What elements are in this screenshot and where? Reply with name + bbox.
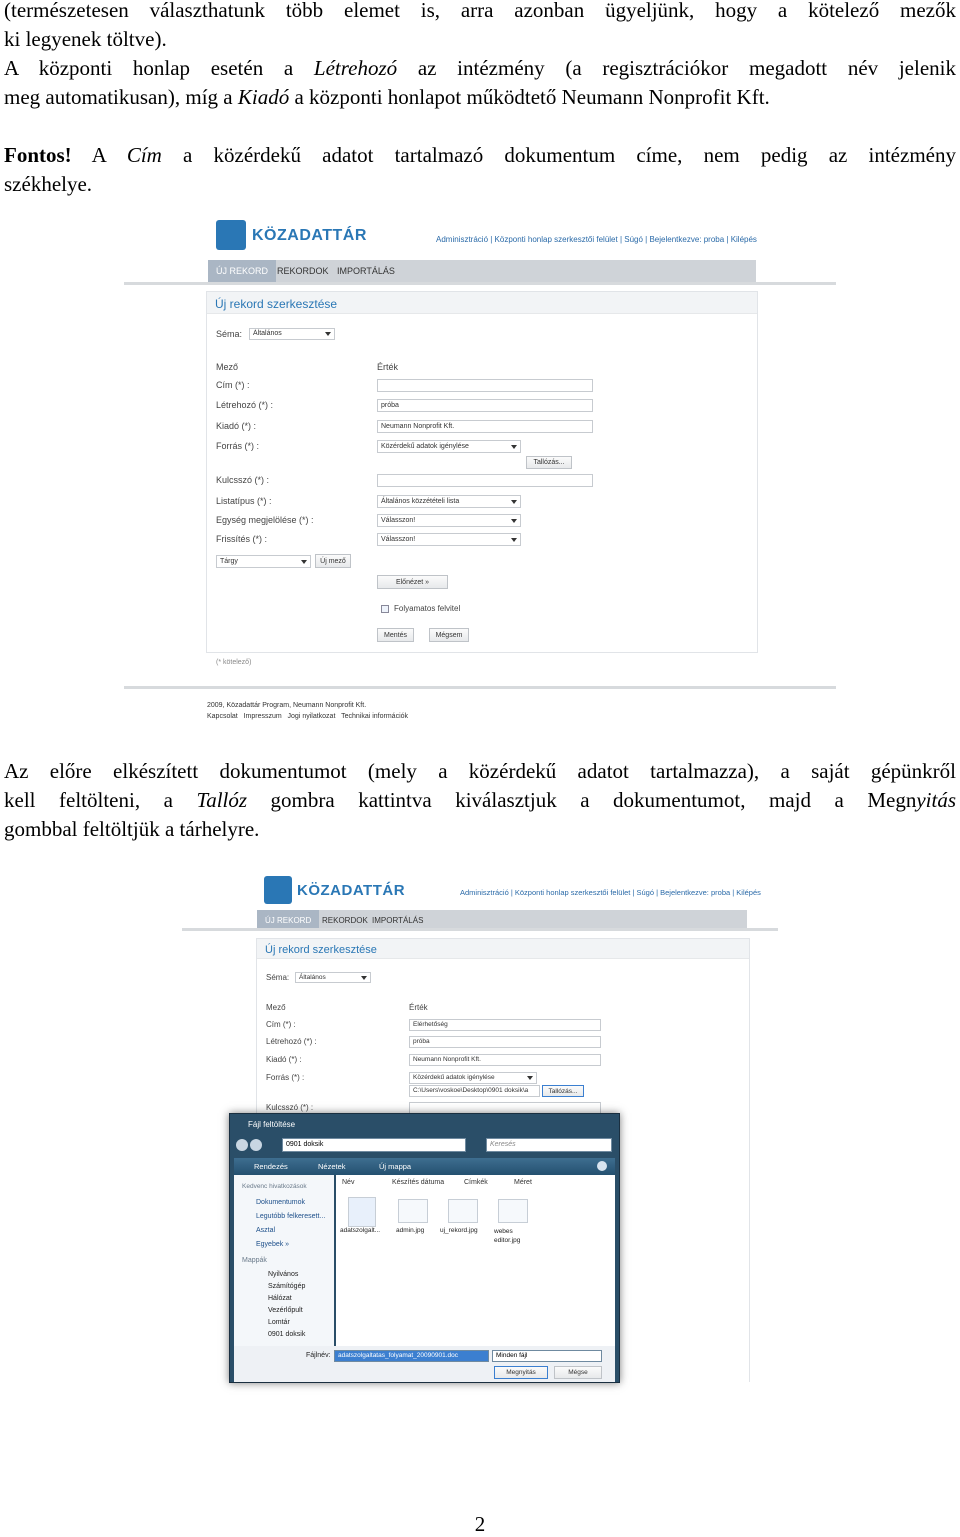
page-number: 2 bbox=[474, 1512, 486, 1536]
favorite-desktop[interactable]: Asztal bbox=[256, 1227, 276, 1234]
tab-records[interactable]: REKORDOK bbox=[277, 266, 329, 276]
favorite-recent[interactable]: Legutóbb felkeresett... bbox=[256, 1213, 326, 1220]
field-label-creator: Létrehozó (*) : bbox=[216, 400, 274, 410]
paragraph-creator-publisher bbox=[4, 54, 956, 112]
folder-recycle-bin[interactable]: Lomtár bbox=[268, 1319, 290, 1326]
publisher-input[interactable]: Neumann Nonprofit Kft. bbox=[409, 1054, 601, 1066]
list-type-select[interactable]: Általános közzétételi lista bbox=[377, 495, 521, 508]
help-icon[interactable] bbox=[597, 1161, 607, 1171]
required-note: (* kötelező) bbox=[216, 659, 252, 666]
forward-icon[interactable] bbox=[250, 1139, 262, 1151]
image-file-icon[interactable] bbox=[398, 1199, 428, 1223]
unit-select[interactable]: Válasszon! bbox=[377, 514, 521, 527]
field-label-publisher: Kiadó (*) : bbox=[266, 1055, 302, 1064]
schema-label: Séma: bbox=[216, 329, 243, 339]
term-letrehozo: Létrehozó bbox=[313, 56, 398, 80]
image-file-icon[interactable] bbox=[498, 1199, 528, 1223]
text-line: gombbal feltöltjük a tárhelyre. bbox=[4, 817, 260, 841]
text-line: ki legyenek töltve). bbox=[4, 27, 167, 51]
word-document-icon[interactable] bbox=[348, 1197, 376, 1227]
text-line bbox=[4, 54, 956, 83]
file-item[interactable]: uj_rekord.jpg bbox=[440, 1227, 478, 1234]
file-item[interactable]: admin.jpg bbox=[396, 1227, 425, 1234]
file-path-input[interactable]: C:\Users\voskoe\Desktop\0901 doksik\a bbox=[409, 1085, 540, 1097]
views-button[interactable]: Nézetek bbox=[318, 1162, 346, 1171]
text-line bbox=[4, 141, 956, 170]
subject-select[interactable]: Tárgy bbox=[216, 555, 311, 568]
field-label-keyword: Kulcsszó (*) : bbox=[216, 475, 270, 485]
folder-network[interactable]: Hálózat bbox=[268, 1295, 292, 1302]
folder-0901-doksik[interactable]: 0901 doksik bbox=[268, 1331, 306, 1338]
source-select[interactable]: Közérdekű adatok igénylése bbox=[409, 1072, 537, 1084]
cancel-button[interactable]: Mégse bbox=[554, 1366, 602, 1379]
folder-computer[interactable]: Számítógép bbox=[268, 1283, 306, 1290]
text-span: kell feltölteni, a bbox=[4, 788, 197, 812]
divider bbox=[124, 686, 836, 689]
column-field: Mező bbox=[216, 362, 239, 372]
field-label-source: Forrás (*) : bbox=[216, 441, 260, 451]
text-span: meg automatikusan), míg a bbox=[4, 85, 238, 109]
file-item[interactable]: webes editor.jpg bbox=[494, 1228, 521, 1244]
navigation-pane bbox=[234, 1175, 334, 1355]
tab-records[interactable]: REKORDOK bbox=[322, 915, 368, 925]
record-panel bbox=[206, 291, 758, 653]
file-upload-dialog bbox=[229, 1113, 620, 1383]
column-field: Mező bbox=[266, 1003, 286, 1012]
refresh-select[interactable]: Válasszon! bbox=[377, 533, 521, 546]
field-label-title: Cím (*) : bbox=[216, 380, 250, 390]
favorite-more[interactable]: Egyebek » bbox=[256, 1241, 290, 1248]
tab-import[interactable]: IMPORTÁLÁS bbox=[372, 915, 424, 925]
paragraph-important bbox=[4, 141, 956, 199]
publisher-input[interactable]: Neumann Nonprofit Kft. bbox=[377, 420, 593, 433]
tab-new-record[interactable]: ÚJ REKORD bbox=[257, 910, 319, 930]
text-span: a közérdekű adatot tartalmazó dokumentum címe, nem pedig az intézmény bbox=[161, 143, 956, 167]
file-item[interactable]: adatszolgalt... bbox=[340, 1227, 381, 1234]
dialog-toolbar bbox=[234, 1158, 615, 1175]
folder-public[interactable]: Nyilvános bbox=[268, 1271, 299, 1278]
column-size[interactable]: Méret bbox=[514, 1179, 532, 1186]
field-label-list-type: Listatípus (*) : bbox=[216, 496, 272, 506]
column-value: Érték bbox=[377, 362, 399, 372]
term-cim: Cím bbox=[126, 143, 162, 167]
browse-button[interactable]: Tallózás... bbox=[526, 456, 572, 469]
text-span: az intézmény (a regisztrációkor megadott név jelenik bbox=[397, 56, 956, 80]
column-value: Érték bbox=[409, 1003, 428, 1012]
term-kiado: Kiadó bbox=[237, 85, 290, 109]
column-created[interactable]: Készítés dátuma bbox=[392, 1179, 445, 1186]
browse-button[interactable]: Tallózás... bbox=[542, 1085, 584, 1097]
favorite-documents[interactable]: Dokumentumok bbox=[256, 1199, 306, 1206]
screenshot-new-record-form bbox=[124, 214, 836, 726]
top-nav-links[interactable]: Adminisztráció | Központi honlap szerkesztői felület | Súgó | Bejelentkezve: proba | Kilépés bbox=[436, 235, 757, 244]
field-label-creator: Létrehozó (*) : bbox=[266, 1037, 317, 1046]
divider bbox=[182, 928, 778, 931]
dialog-footer bbox=[234, 1346, 615, 1382]
field-label-publisher: Kiadó (*) : bbox=[216, 421, 257, 431]
text-span: A központi honlap esetén a bbox=[4, 56, 314, 80]
field-label-title: Cím (*) : bbox=[266, 1020, 296, 1029]
new-folder-button[interactable]: Új mappa bbox=[379, 1162, 412, 1171]
logo: KÖZADATTÁR bbox=[297, 882, 406, 899]
text-line: (természetesen választhatunk több elemet is, arra azonban ügyeljünk, hogy a kötelező mezők bbox=[4, 0, 956, 22]
important-label: Fontos! bbox=[4, 143, 72, 167]
open-button[interactable]: Megnyitás bbox=[494, 1366, 548, 1379]
address-bar[interactable]: 0901 doksik bbox=[282, 1138, 466, 1152]
text-line: székhelye. bbox=[4, 172, 93, 196]
creator-input[interactable]: próba bbox=[377, 399, 593, 412]
title-input[interactable]: Elérhetőség bbox=[409, 1019, 601, 1031]
top-nav-links[interactable]: Adminisztráció | Központi honlap szerkesztői felület | Súgó | Bejelentkezve: proba | Kilépés bbox=[460, 888, 761, 897]
title-input[interactable] bbox=[377, 379, 593, 392]
tab-import[interactable]: IMPORTÁLÁS bbox=[337, 266, 395, 276]
file-type-select[interactable]: Minden fájl bbox=[492, 1350, 602, 1362]
schema-label: Séma: bbox=[266, 973, 290, 982]
field-label-refresh: Frissítés (*) : bbox=[216, 534, 267, 544]
filename-label: Fájlnév: bbox=[306, 1352, 331, 1359]
paragraph-intro bbox=[4, 0, 956, 54]
footer-links[interactable]: Kapcsolat Impresszum Jogi nyilatkozat Technikai információk bbox=[207, 713, 409, 720]
text-line bbox=[4, 83, 956, 112]
paragraph-upload bbox=[4, 757, 956, 844]
column-name[interactable]: Név bbox=[342, 1179, 355, 1186]
favorites-header: Kedvenc hivatkozások bbox=[242, 1183, 307, 1190]
text-span: gombra kattintva kiválasztjuk a dokumentumot, majd a Megn bbox=[247, 788, 917, 812]
field-label-unit: Egység megjelölése (*) : bbox=[216, 515, 314, 525]
back-icon[interactable] bbox=[236, 1139, 248, 1151]
continuous-label: Folyamatos felvitel bbox=[394, 604, 461, 613]
schema-select[interactable]: Általános bbox=[249, 328, 335, 340]
term-talloz: Tallóz bbox=[196, 788, 248, 812]
logo-icon bbox=[264, 876, 292, 904]
logo: KÖZADATTÁR bbox=[252, 227, 367, 244]
text-line bbox=[4, 786, 956, 815]
file-path-input[interactable] bbox=[377, 474, 593, 487]
column-tags[interactable]: Címkék bbox=[464, 1179, 488, 1186]
filename-input[interactable]: adatszolgaltatas_folyamat_20090901.doc bbox=[334, 1350, 489, 1362]
text-line: Az előre elkészített dokumentumot (mely a közérdekű adatot tartalmazza), a saját gépünkről bbox=[4, 759, 956, 783]
folder-control-panel[interactable]: Vezérlőpult bbox=[268, 1307, 303, 1314]
dialog-title: Fájl feltöltése bbox=[248, 1120, 296, 1129]
logo-icon bbox=[216, 220, 246, 250]
continuous-checkbox[interactable] bbox=[381, 605, 389, 613]
folders-header[interactable]: Mappák bbox=[242, 1257, 267, 1264]
term-megnyitas: yitás bbox=[916, 788, 956, 812]
cancel-button[interactable]: Mégsem bbox=[429, 628, 469, 642]
text-span: a központi honlapot működtető Neumann Nonprofit Kft. bbox=[289, 85, 770, 109]
creator-input[interactable]: próba bbox=[409, 1036, 601, 1048]
panel-title: Új rekord szerkesztése bbox=[207, 292, 757, 314]
preview-button[interactable]: Előnézet » bbox=[377, 575, 448, 589]
save-button[interactable]: Mentés bbox=[377, 628, 414, 642]
schema-select[interactable]: Általános bbox=[295, 972, 371, 983]
tab-bar bbox=[208, 260, 756, 283]
new-field-button[interactable]: Új mező bbox=[315, 554, 351, 568]
divider bbox=[124, 282, 836, 285]
footer-copyright: 2009, Közadattár Program, Neumann Nonprofit Kft. bbox=[207, 702, 367, 709]
field-label-keyword: Kulcsszó (*) : bbox=[266, 1103, 314, 1112]
tab-new-record[interactable]: ÚJ REKORD bbox=[208, 260, 276, 282]
source-select[interactable]: Közérdekű adatok igénylése bbox=[377, 440, 521, 453]
file-list bbox=[336, 1175, 615, 1355]
search-input[interactable]: Keresés bbox=[486, 1138, 612, 1152]
field-label-source: Forrás (*) : bbox=[266, 1073, 305, 1082]
text-span: A bbox=[71, 143, 127, 167]
image-file-icon[interactable] bbox=[448, 1199, 478, 1223]
organize-button[interactable]: Rendezés bbox=[254, 1162, 288, 1171]
panel-title: Új rekord szerkesztése bbox=[257, 939, 749, 959]
